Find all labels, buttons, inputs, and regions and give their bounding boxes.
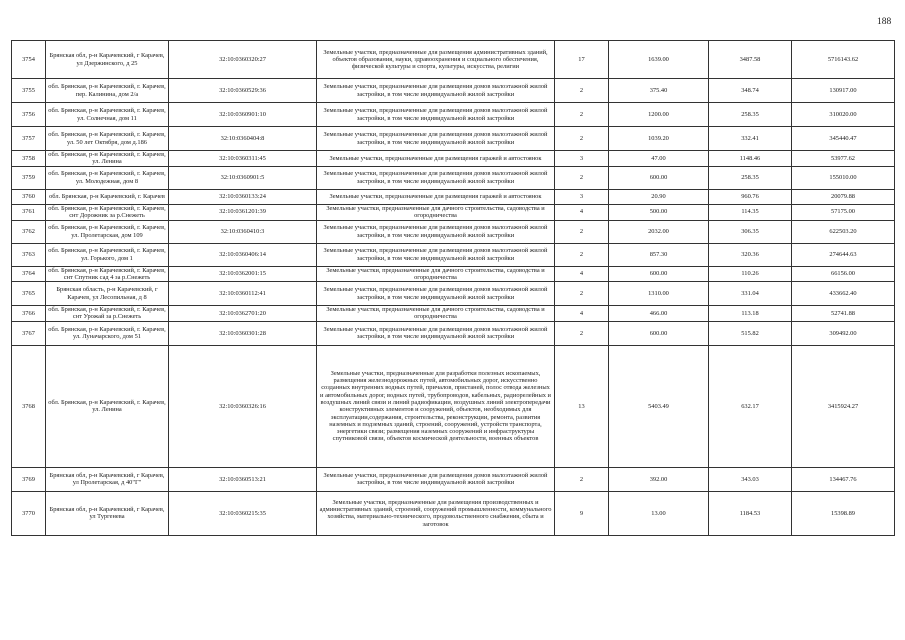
land-use-cell: Земельные участки, предназначенные для размещения домов малоэтажной жилой застройки, в том числе индивидуальной жилой застройки (317, 220, 555, 243)
cadastral-number-cell: 32:10:0360513:21 (169, 467, 317, 491)
address-cell: Брянская обл, р-н Карачевский, г Карачев, ул Тургенева (46, 491, 169, 535)
area-cell: 1310.00 (609, 282, 709, 306)
table-row (12, 79, 895, 103)
specific-value-cell: 515.82 (709, 321, 792, 345)
cadastral-value-cell: 52741.88 (792, 306, 895, 322)
land-use-cell: Земельные участки, предназначенные для размещения домов малоэтажной жилой застройки, в том числе индивидуальной жилой застройки (317, 321, 555, 345)
row-number: 3757 (12, 127, 46, 151)
use-group-cell: 2 (555, 220, 609, 243)
address-cell: Брянская обл, р-н Карачевский, г Карачев, ул Дзержинского, д 25 (46, 41, 169, 79)
land-use-cell: Земельные участки, предназначенные для дачного строительства, садоводства и огородничества (317, 204, 555, 220)
specific-value-cell: 258.35 (709, 103, 792, 127)
table-row (12, 151, 895, 167)
address-cell: обл. Брянская, р-н Карачевский, г. Карачев, ул. Ленина (46, 151, 169, 167)
specific-value-cell: 113.18 (709, 306, 792, 322)
cadastral-value-cell: 345440.47 (792, 127, 895, 151)
address-cell: Брянская обл, р-н Карачевский, г Карачев, ул Пролетарская, д 40"Г" (46, 467, 169, 491)
area-cell: 375.40 (609, 79, 709, 103)
cadastral-number-cell: 32:10:0360901:10 (169, 103, 317, 127)
land-use-cell: Земельные участки, предназначенные для разработки полезных ископаемых, размещения железнодорожных путей, автомобильных дорог, искусственно созданных внутренних водных путей, причалов, пристаней, полос отвода железных и автомобильных дорог, водных путей, трубопроводов, кабельных, радиорелейных и воздушных линий связи и линий радиофикации, воздушных линий электропередачи конструктивных элементов и сооружений, объектов, необходимых для эксплуатации,содержания, строительства, реконструкции, ремонта, развития наземных и подземных зданий, строений, сооружений, устройств транспорта, энергетики связи; размещения наземных сооружений и инфраструктуры спутниковой связи, объектов космической деятельности, военных объектов (317, 345, 555, 467)
land-use-cell: Земельные участки, предназначенные для размещения домов малоэтажной жилой застройки, в том числе индивидуальной жилой застройки (317, 103, 555, 127)
specific-value-cell: 960.76 (709, 189, 792, 204)
cadastral-value-cell: 130917.00 (792, 79, 895, 103)
row-number: 3755 (12, 79, 46, 103)
specific-value-cell: 258.35 (709, 166, 792, 189)
cadastral-value-cell: 433662.40 (792, 282, 895, 306)
area-cell: 2032.00 (609, 220, 709, 243)
cadastral-value-cell: 53977.62 (792, 151, 895, 167)
cadastral-value-cell: 274644.63 (792, 243, 895, 266)
land-use-cell: Земельные участки, предназначенные для размещения гаражей и автостоянок (317, 151, 555, 167)
specific-value-cell: 306.35 (709, 220, 792, 243)
cadastral-number-cell: 32:10:0360215:35 (169, 491, 317, 535)
cadastral-value-cell: 15398.89 (792, 491, 895, 535)
use-group-cell: 3 (555, 189, 609, 204)
table-body (12, 41, 895, 536)
land-use-cell: Земельные участки, предназначенные для размещения домов малоэтажной жилой застройки, в том числе индивидуальной жилой застройки (317, 243, 555, 266)
row-number: 3759 (12, 166, 46, 189)
land-use-cell: Земельные участки, предназначенные для размещения гаражей и автостоянок (317, 189, 555, 204)
address-cell: Брянская область, р-н Карачевский, г Карачев, ул Лесопильная, д 8 (46, 282, 169, 306)
land-use-cell: Земельные участки, предназначенные для дачного строительства, садоводства и огородничества (317, 306, 555, 322)
specific-value-cell: 1148.46 (709, 151, 792, 167)
area-cell: 466.00 (609, 306, 709, 322)
page-number: 188 (877, 17, 892, 27)
use-group-cell: 4 (555, 306, 609, 322)
row-number: 3763 (12, 243, 46, 266)
land-use-cell: Земельные участки, предназначенные для размещения домов малоэтажной жилой застройки, в том числе индивидуальной жилой застройки (317, 79, 555, 103)
row-number: 3766 (12, 306, 46, 322)
use-group-cell: 17 (555, 41, 609, 79)
land-use-cell: Земельные участки, предназначенные для дачного строительства, садоводства и огородничества (317, 266, 555, 282)
table-row (12, 166, 895, 189)
table-row (12, 41, 895, 79)
land-use-cell: Земельные участки, предназначенные для размещения домов малоэтажной жилой застройки, в том числе индивидуальной жилой застройки (317, 127, 555, 151)
address-cell: обл. Брянская, р-н Карачевский, г. Карачев, снт Спутник сад 4 за р.Снежеть (46, 266, 169, 282)
use-group-cell: 9 (555, 491, 609, 535)
table-row (12, 127, 895, 151)
cadastral-number-cell: 32:10:0362001:15 (169, 266, 317, 282)
specific-value-cell: 331.04 (709, 282, 792, 306)
cadastral-number-cell: 32:10:0360901:5 (169, 166, 317, 189)
use-group-cell: 2 (555, 282, 609, 306)
address-cell: обл. Брянская, р-н Карачевский, г. Карачев, ул. Солнечная, дом 11 (46, 103, 169, 127)
specific-value-cell: 343.03 (709, 467, 792, 491)
address-cell: обл. Брянская, р-н Карачевский, г. Карачев, ул. Луначарского, дом 51 (46, 321, 169, 345)
use-group-cell: 4 (555, 266, 609, 282)
table-row (12, 266, 895, 282)
use-group-cell: 2 (555, 127, 609, 151)
cadastral-value-cell: 57175.00 (792, 204, 895, 220)
table-row (12, 306, 895, 322)
use-group-cell: 13 (555, 345, 609, 467)
cadastral-value-cell: 3415924.27 (792, 345, 895, 467)
row-number: 3764 (12, 266, 46, 282)
cadastral-value-cell: 622503.20 (792, 220, 895, 243)
row-number: 3754 (12, 41, 46, 79)
address-cell: обл. Брянская, р-н Карачевский, г. Карачев, снт Дорожник за р.Снежеть (46, 204, 169, 220)
address-cell: обл. Брянская, р-н Карачевский, г. Карачев, снт Урожай за р.Снежеть (46, 306, 169, 322)
address-cell: обл. Брянская, р-н Карачевский, г. Карачев, ул. 50 лет Октября, дом д.186 (46, 127, 169, 151)
use-group-cell: 2 (555, 79, 609, 103)
row-number: 3767 (12, 321, 46, 345)
cadastral-value-cell: 155010.00 (792, 166, 895, 189)
use-group-cell: 2 (555, 166, 609, 189)
address-cell: обл. Брянская, р-н Карачевский, г. Карачев, ул. Горького, дом 1 (46, 243, 169, 266)
cadastral-number-cell: 32:10:0360133:24 (169, 189, 317, 204)
specific-value-cell: 114.35 (709, 204, 792, 220)
table-row (12, 204, 895, 220)
table-row (12, 189, 895, 204)
specific-value-cell: 348.74 (709, 79, 792, 103)
address-cell: обл. Брянская, р-н Карачевский, г. Карачев, ул. Ленина (46, 345, 169, 467)
cadastral-number-cell: 32:10:0360320:27 (169, 41, 317, 79)
row-number: 3765 (12, 282, 46, 306)
specific-value-cell: 3487.58 (709, 41, 792, 79)
row-number: 3756 (12, 103, 46, 127)
specific-value-cell: 320.36 (709, 243, 792, 266)
specific-value-cell: 632.17 (709, 345, 792, 467)
area-cell: 392.00 (609, 467, 709, 491)
area-cell: 13.00 (609, 491, 709, 535)
table-row (12, 243, 895, 266)
use-group-cell: 3 (555, 151, 609, 167)
cadastral-value-cell: 20079.88 (792, 189, 895, 204)
address-cell: обл. Брянская, р-н Карачевский, г. Карачев (46, 189, 169, 204)
area-cell: 5403.49 (609, 345, 709, 467)
area-cell: 20.90 (609, 189, 709, 204)
land-use-cell: Земельные участки, предназначенные для размещения домов малоэтажной жилой застройки, в том числе индивидуальной жилой застройки (317, 282, 555, 306)
area-cell: 600.00 (609, 266, 709, 282)
land-use-cell: Земельные участки, предназначенные для размещения административных зданий, объектов образования, науки, здравоохранения и социального обеспечения, физической культуры и спорта, культуры, искусства, религии (317, 41, 555, 79)
table-row (12, 103, 895, 127)
address-cell: обл. Брянская, р-н Карачевский, г. Карачев, пер. Калинина, дом 2/а (46, 79, 169, 103)
specific-value-cell: 332.41 (709, 127, 792, 151)
table-row (12, 467, 895, 491)
row-number: 3762 (12, 220, 46, 243)
row-number: 3761 (12, 204, 46, 220)
area-cell: 500.00 (609, 204, 709, 220)
specific-value-cell: 1184.53 (709, 491, 792, 535)
cadastral-number-cell: 32:10:0360404:8 (169, 127, 317, 151)
row-number: 3769 (12, 467, 46, 491)
address-cell: обл. Брянская, р-н Карачевский, г. Карачев, ул. Пролетарская, дом 109 (46, 220, 169, 243)
land-use-cell: Земельные участки, предназначенные для размещения производственных и административных зданий, строений, сооружений промышленности, коммунального хозяйства, материально-технического, продовольственного снабжения, сбыта и заготовок (317, 491, 555, 535)
cadastral-number-cell: 32:10:0360301:28 (169, 321, 317, 345)
use-group-cell: 2 (555, 467, 609, 491)
land-use-cell: Земельные участки, предназначенные для размещения домов малоэтажной жилой застройки, в том числе индивидуальной жилой застройки (317, 467, 555, 491)
cadastral-value-cell: 309492.00 (792, 321, 895, 345)
area-cell: 600.00 (609, 166, 709, 189)
area-cell: 857.30 (609, 243, 709, 266)
table-row (12, 220, 895, 243)
cadastral-value-cell: 5716143.62 (792, 41, 895, 79)
cadastral-number-cell: 32:10:0360311:45 (169, 151, 317, 167)
row-number: 3768 (12, 345, 46, 467)
use-group-cell: 4 (555, 204, 609, 220)
area-cell: 1639.00 (609, 41, 709, 79)
cadastral-value-table (11, 40, 895, 536)
specific-value-cell: 110.26 (709, 266, 792, 282)
cadastral-number-cell: 32:10:0360406:14 (169, 243, 317, 266)
address-cell: обл. Брянская, р-н Карачевский, г. Карачев, ул. Молодежная, дом 8 (46, 166, 169, 189)
row-number: 3770 (12, 491, 46, 535)
cadastral-value-cell: 310020.00 (792, 103, 895, 127)
use-group-cell: 2 (555, 103, 609, 127)
cadastral-number-cell: 32:10:0360326:16 (169, 345, 317, 467)
table-row (12, 321, 895, 345)
land-use-cell: Земельные участки, предназначенные для размещения домов малоэтажной жилой застройки, в том числе индивидуальной жилой застройки (317, 166, 555, 189)
use-group-cell: 2 (555, 321, 609, 345)
area-cell: 47.00 (609, 151, 709, 167)
area-cell: 1039.20 (609, 127, 709, 151)
cadastral-number-cell: 32:10:0361201:39 (169, 204, 317, 220)
cadastral-number-cell: 32:10:0360410:3 (169, 220, 317, 243)
area-cell: 600.00 (609, 321, 709, 345)
area-cell: 1200.00 (609, 103, 709, 127)
cadastral-value-cell: 134467.76 (792, 467, 895, 491)
cadastral-number-cell: 32:10:0360112:41 (169, 282, 317, 306)
use-group-cell: 2 (555, 243, 609, 266)
cadastral-number-cell: 32:10:0362701:20 (169, 306, 317, 322)
table-row (12, 282, 895, 306)
row-number: 3760 (12, 189, 46, 204)
table-row (12, 345, 895, 467)
row-number: 3758 (12, 151, 46, 167)
cadastral-number-cell: 32:10:0360529:36 (169, 79, 317, 103)
cadastral-value-cell: 66156.00 (792, 266, 895, 282)
table-row (12, 491, 895, 535)
